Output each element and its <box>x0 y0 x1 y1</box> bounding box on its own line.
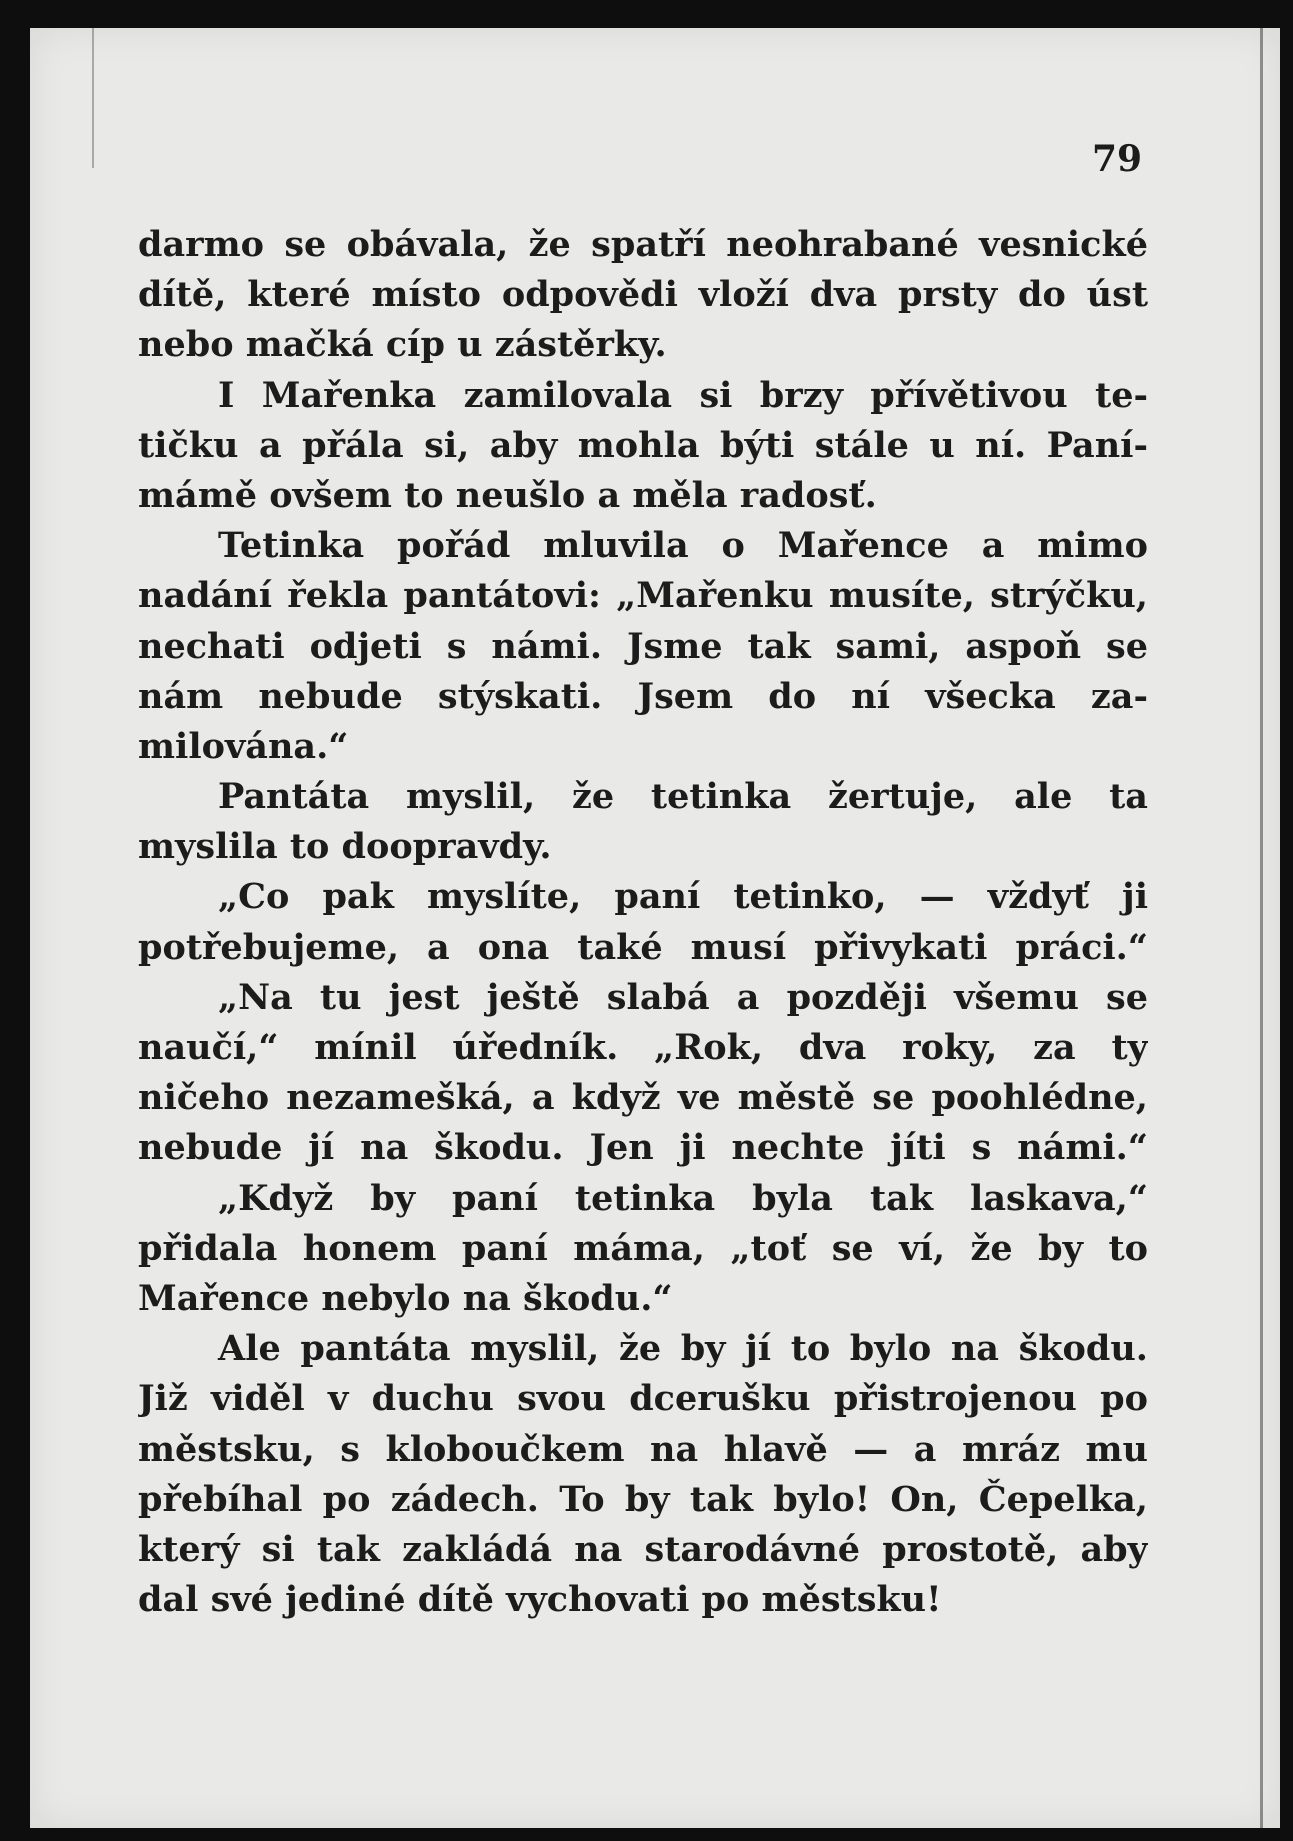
text-line: nebo mačká cíp u zástěrky. <box>138 324 667 366</box>
text-line: městsku, s kloboučkem na hlavě — a mráz mu <box>138 1428 1148 1470</box>
text-line: ničeho nezamešká, a když ve městě se poohlédne, <box>138 1077 1148 1119</box>
fold-crease <box>92 28 94 168</box>
page-edge <box>1260 28 1263 1828</box>
text-line: který si tak zakládá na starodávné prostotě, aby <box>138 1528 1148 1570</box>
text-line: „Na tu jest ještě slabá a později všemu se <box>218 976 1148 1018</box>
text-line: Mařence nebylo na škodu.“ <box>138 1277 673 1319</box>
text-line: Již viděl v duchu svou dcerušku přistrojenou po <box>138 1378 1148 1420</box>
text-line: dal své jediné dítě vychovati po městsku! <box>138 1579 942 1621</box>
text-line: I Mařenka zamilovala si brzy přívětivou te- <box>218 374 1148 416</box>
text-line: milována.“ <box>138 725 349 767</box>
text-line: naučí,“ mínil úředník. „Rok, dva roky, za ty <box>138 1027 1148 1068</box>
text-line: tičku a přála si, aby mohla býti stále u ní. Paní- <box>138 424 1148 466</box>
text-line: nebude jí na škodu. Jen ji nechte jíti s námi.“ <box>138 1127 1148 1169</box>
text-line: nadání řekla pantátovi: „Mařenku musíte, strýčku, <box>138 575 1148 617</box>
text-line: přebíhal po zádech. To by tak bylo! On, Čepelka, <box>138 1478 1148 1520</box>
text-line: mámě ovšem to neušlo a měla radosť. <box>138 474 877 516</box>
text-line: myslila to doopravdy. <box>138 826 552 868</box>
page-number: 79 <box>1092 138 1143 180</box>
text-line: přidala honem paní máma, „toť se ví, že by to <box>138 1227 1148 1269</box>
text-line: „Co pak myslíte, paní tetinko, — vždyť ji <box>218 876 1148 918</box>
text-line: Pantáta myslil, že tetinka žertuje, ale ta <box>218 776 1148 818</box>
book-page <box>30 28 1280 1828</box>
text-line: nám nebude stýskati. Jsem do ní všecka za- <box>138 675 1148 717</box>
text-line: Ale pantáta myslil, že by jí to bylo na škodu. <box>218 1328 1148 1370</box>
text-line: dítě, které místo odpovědi vloží dva prsty do úst <box>138 274 1148 316</box>
body-text <box>138 220 1148 1625</box>
text-line: nechati odjeti s námi. Jsme tak sami, aspoň se <box>138 625 1148 667</box>
text-line: potřebujeme, a ona také musí přivykati práci.“ <box>138 926 1148 968</box>
text-line: darmo se obávala, že spatří neohrabané vesnické <box>138 224 1148 265</box>
text-line: „Když by paní tetinka byla tak laskava,“ <box>218 1177 1148 1219</box>
text-line: Tetinka pořád mluvila o Mařence a mimo <box>218 525 1148 567</box>
